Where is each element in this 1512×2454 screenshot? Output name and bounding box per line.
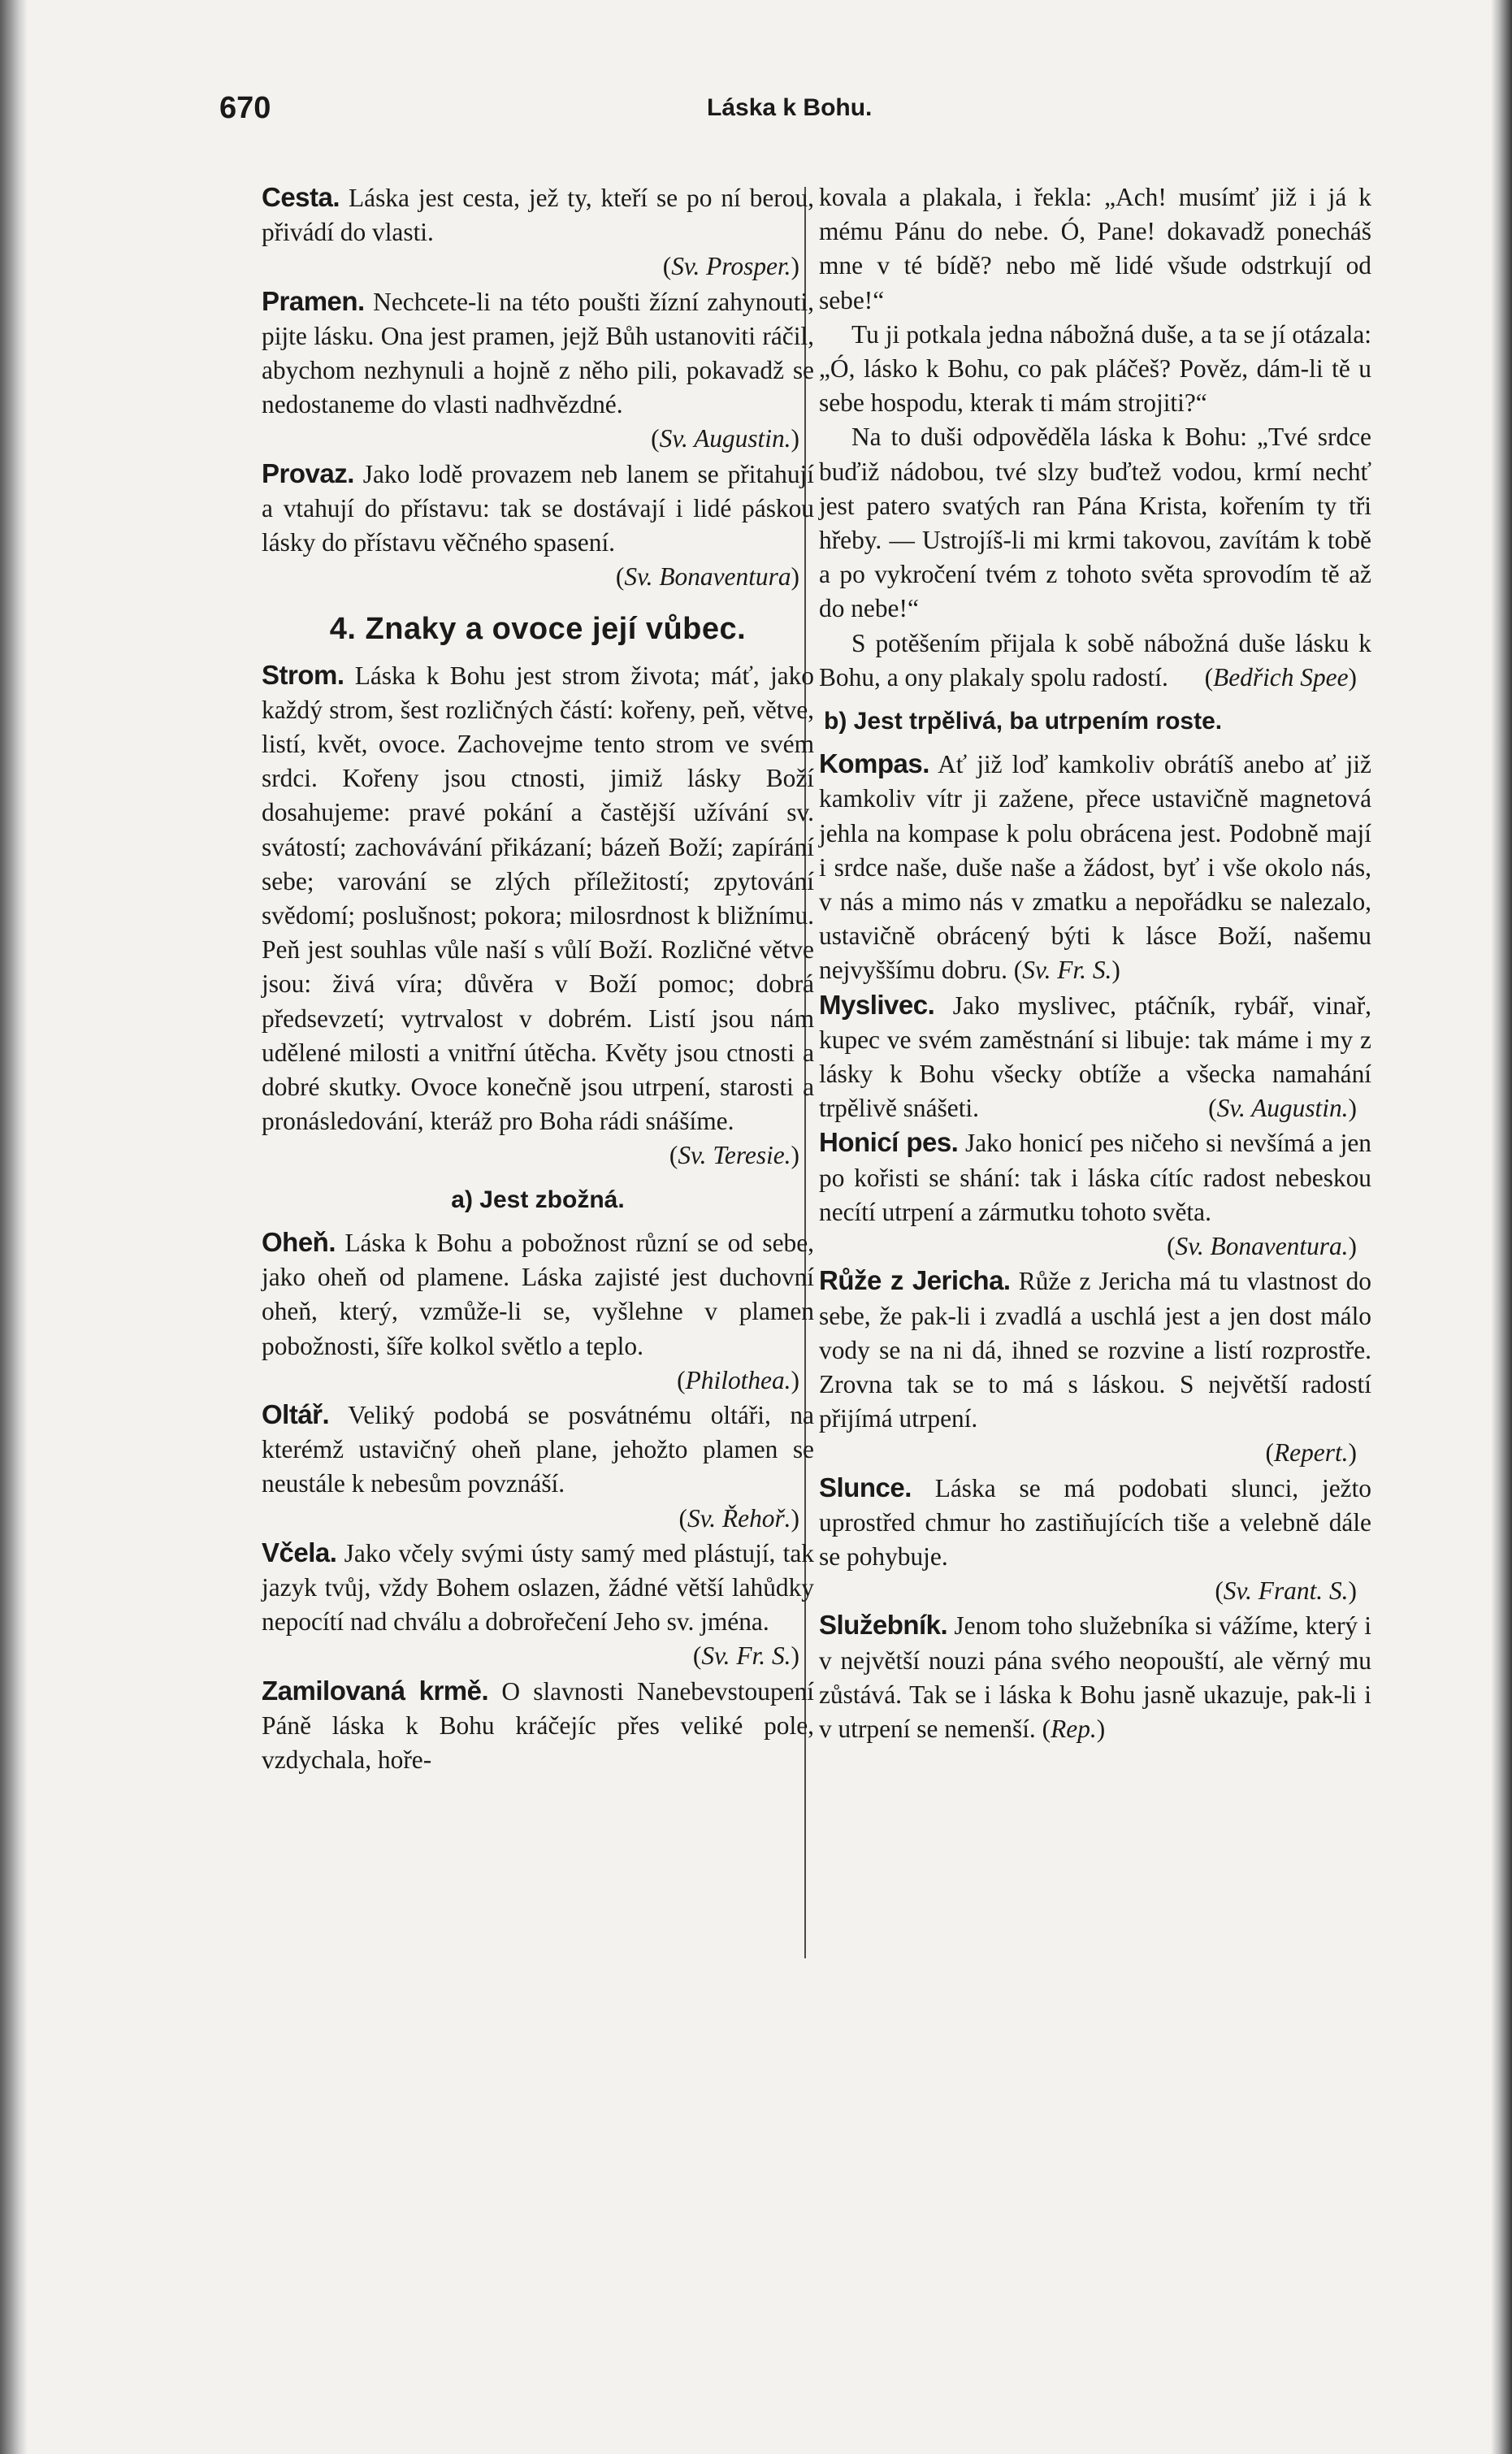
page-number: 670 (219, 91, 271, 125)
entry-source: (Sv. Bonaventura) (615, 562, 799, 592)
entry-term: Zamilovaná krmě. (262, 1675, 489, 1706)
entry-source: (Sv. Řehoř.) (678, 1503, 799, 1533)
entry-zamilovana-krme (262, 1674, 814, 1778)
right-column (819, 180, 1371, 1746)
entry-source: (Sv. Augustin.) (1208, 1094, 1357, 1123)
entry-text: Láska k Bohu a pobožnost různí se od sebe, jako oheň od plamene. Láska zajisté jest duchovní oheň, který, vzmůže-li se, vyšlehne v plamen pobožnosti, šíře kolkol světlo a teplo. (262, 1228, 814, 1360)
entry-vcela (262, 1536, 814, 1674)
entry-term: Oltář. (262, 1398, 330, 1429)
entry-kompas (819, 747, 1371, 987)
entry-ohen (262, 1225, 814, 1398)
left-column (262, 180, 814, 1777)
entry-sluzebnik (819, 1608, 1371, 1746)
entry-term: Růže z Jericha. (819, 1265, 1011, 1296)
entry-text: Láska jest cesta, jež ty, kteří se po ní berou, přivádí do vlasti. (262, 184, 814, 247)
entry-text: Láska se má podobati slunci, ježto uprostřed chmur ho zastiňujících tiše a velebně dále se pohybuje. (819, 1473, 1371, 1571)
scan-edge-left (0, 0, 28, 2454)
entry-honici-pes (819, 1125, 1371, 1264)
entry-provaz (262, 457, 814, 595)
entry-krme-continued: kovala a plakala, i řekla: „Ach! musímť již i já k mému Pánu do nebe. Ó, Pane! dokavadž ponecháš mne v té bídě? nebo mě lidé všude odstrkují od sebe!“ (819, 183, 1371, 314)
paragraph: Tu ji potkala jedna nábožná duše, a ta se jí otázala: „Ó, lásko k Bohu, co pak pláčeš? Pověz, dám-li tě u sebe hospodu, kterak ti mám strojiti?“ (819, 319, 1371, 418)
entry-text: O slavnosti Nanebevstoupení Páně láska k Bohu kráčejíc přes veliké pole, vzdychala, hoře- (262, 1676, 814, 1774)
entry-text: Láska k Bohu jest strom života; máť, jako každý strom, šest rozličných částí: kořeny, peň, větve, listí, květ, ovoce. Zachovejme tento strom ve svém srdci. Kořeny jsou ctnosti, jimiž lásky Boží dosahujeme: pravé pokání a častější užívání sv. svátostí; zachovávání přikázaní; bázeň Boží; zapírání sebe; varování se zlých příležitostí; zpytování svědomí; poslušnost; pokora; milosrdnost k bližnímu. Peň jest souhlas vůle naší s vůlí Boží. Rozličné větve jsou: živá víra; důvěra v Boží pomoc; dobrá předsevzetí; vytrvalost v dobrém. Listí jsou nám udělené milosti a vnitřní útěcha. Květy jsou ctnosti a dobré skutky. Ovoce konečně jsou utrpení, starosti a pronásledování, kteráž pro Boha rádi snášíme. (262, 661, 814, 1136)
entry-source: (Philothea.) (677, 1365, 799, 1394)
subsection-heading: a) Jest zbožná. (451, 1186, 625, 1213)
entry-ruze-z-jericha (819, 1264, 1371, 1470)
entry-term: Strom. (262, 659, 344, 690)
entry-source: (Sv. Fr. S.) (692, 1641, 799, 1671)
entry-source: (Sv. Bonaventura.) (1167, 1232, 1357, 1261)
entry-slunce (819, 1471, 1371, 1609)
entry-text: Veliký podobá se posvátnému oltáři, na kterémž ustavičný oheň plane, jehožto plamen se neustále k nebesům povznáší. (262, 1400, 814, 1498)
paragraph-text: S potěšením přijala k sobě nábožná duše lásku k Bohu, a ony plakaly spolu radostí. (819, 628, 1371, 692)
entry-source: (Sv. Teresie.) (669, 1141, 799, 1170)
entry-source: (Sv. Augustin.) (651, 424, 799, 453)
entry-source: (Sv. Fr. S.) (1013, 956, 1120, 985)
paragraph (819, 627, 1371, 695)
entry-text: Jako včely svými ústy samý med plástují, tak jazyk tvůj, vždy Bohem oslazen, žádné větší lahůdky nepocítí nad chválu a dobrořečení Jeho sv. jména. (262, 1538, 814, 1637)
entry-text: Jako lodě provazem neb lanem se přitahují a vtahují do přístavu: tak se dostávají i lidé páskou lásky do přístavu věčného spasení. (262, 459, 814, 557)
entry-text: Jenom toho služebníka si vážíme, který i v největší nouzi pána svého neopouští, ale věrný mu zůstává. Tak se i láska k Bohu jasně ukazuje, pak-li i v utrpení se nemenší. (819, 1611, 1371, 1743)
entry-text: Jako honicí pes ničeho si nevšímá a jen po kořisti se shání: tak i láska cítíc radost nebeskou necítí utrpení a zármutku tohoto světa. (819, 1129, 1371, 1226)
entry-term: Oheň. (262, 1226, 336, 1257)
entry-source: (Sv. Frant. S.) (1215, 1576, 1357, 1606)
entry-myslivec (819, 988, 1371, 1126)
entry-term: Včela. (262, 1537, 337, 1567)
entry-term: Slunce. (819, 1472, 912, 1502)
entry-text: Jako myslivec, ptáčník, rybář, vinař, kupec ve svém zaměstnání si libuje: tak máme i my z lásky k Bohu všecky obtíže a všecka namahání trpělivě snášeti. (819, 991, 1371, 1123)
entry-source: (Repert.) (1265, 1438, 1357, 1468)
subsection-heading: b) Jest trpělivá, ba utrpením roste. (824, 708, 1223, 735)
entry-text: Nechcete-li na této poušti žízní zahynouti, pijte lásku. Ona jest pramen, jejž Bůh ustanoviti ráčil, abychom nezhynuli a hojně z něho pili, pokavadž se nedostaneme do vlasti nadhvězdné. (262, 287, 814, 419)
running-title: Láska k Bohu. (707, 94, 873, 121)
entry-pramen (262, 284, 814, 457)
page-header (219, 91, 1349, 133)
paragraph: Na to duši odpověděla láska k Bohu: „Tvé srdce buďiž nádobou, tvé slzy buďtež vodou, krmí nechť jest patero svatých ran Pána Krista, kořením ty tři hřeby. — Ustrojíš-li mi krmi takovou, zavítám k tobě a po vykročení tvém z tohoto světa sprovodím tě až do nebe!“ (819, 423, 1371, 623)
section-heading: 4. Znaky a ovoce její vůbec. (329, 612, 747, 647)
entry-term: Provaz. (262, 457, 354, 488)
entry-term: Kompas. (819, 748, 929, 779)
entry-oltar (262, 1398, 814, 1536)
entry-term: Honicí pes. (819, 1127, 959, 1158)
entry-source: (Bedřich Spee) (1204, 662, 1357, 692)
entry-text: Růže z Jericha má tu vlastnost do sebe, že pak-li i zvadlá a uschlá jest a jen dost málo vody se na ni dá, ihned se rozvine a listí rozprostře. Zrovna tak se to má s láskou. S největší radostí přijímá utrpení. (819, 1267, 1371, 1433)
entry-term: Služebník. (819, 1610, 948, 1641)
entry-term: Cesta. (262, 182, 340, 212)
entry-cesta (262, 180, 814, 284)
entry-term: Myslivec. (819, 989, 935, 1020)
scan-edge-right (1491, 0, 1512, 2454)
entry-source: (Sv. Prosper.) (662, 252, 799, 281)
entry-source: (Rep.) (1042, 1714, 1106, 1743)
entry-text: Ať již loď kamkoliv obrátíš anebo ať již kamkoliv vítr ji zažene, přece ustavičně magnetová jehla na kompase k polu obrácena jest. Podobně mají i srdce naše, duše naše a žádost, byť i vše okolo nás, v nás a mimo nás v zmatku a nepořádku se nalezalo, ustavičně obrácený býti k lásce Boží, našemu nejvyššímu dobru. (819, 750, 1371, 985)
entry-term: Pramen. (262, 285, 365, 316)
entry-strom (262, 658, 814, 1173)
